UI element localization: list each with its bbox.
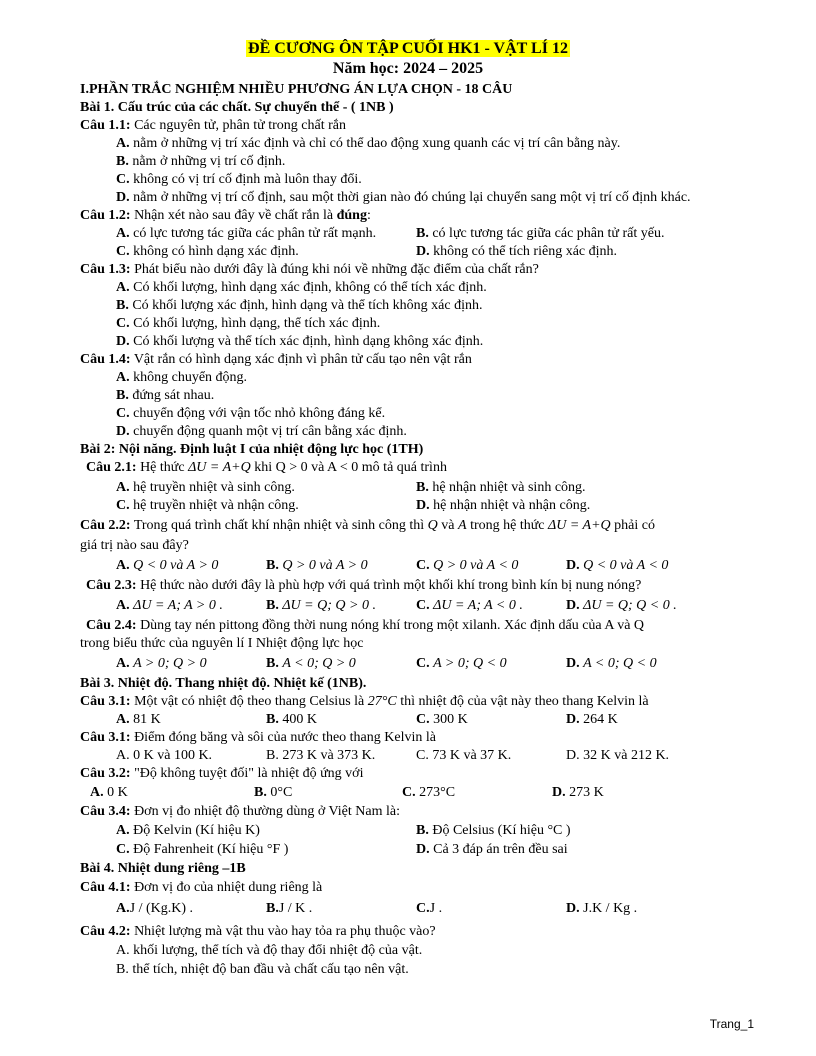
question-2-3-option-a: A. ΔU = A; A > 0 . (116, 598, 223, 613)
section-heading: I.PHẦN TRẮC NGHIỆM NHIỀU PHƯƠNG ÁN LỰA CHỌN - 18 CÂU (80, 82, 513, 97)
question-2-1-option-a: A. hệ truyền nhiệt và sinh công. (116, 480, 295, 495)
question-1-2-option-a: A. có lực tương tác giữa các phân tử rất mạnh. (116, 226, 377, 241)
lesson-heading-3: Bài 3. Nhiệt độ. Thang nhiệt độ. Nhiệt kế (1NB). (80, 676, 367, 691)
question-1-1-option-d: D. nằm ở những vị trí cố định, sau một thời gian nào đó chúng lại chuyển sang một vị trí cố định khác. (116, 190, 691, 205)
question-3-4-option-d: D. Cả 3 đáp án trên đều sai (416, 842, 568, 857)
question-2-4-option-a: A. A > 0; Q > 0 (116, 656, 207, 671)
question-1-4-option-b: B. đứng sát nhau. (116, 388, 215, 403)
question-3-4-option-c: C. Độ Fahrenheit (Kí hiệu °F ) (116, 842, 289, 857)
lesson-heading-1: Bài 1. Cấu trúc của các chất. Sự chuyển thể - ( 1NB ) (80, 100, 394, 115)
question-2-4-continuation: trong biểu thức của nguyên lí I Nhiệt động lực học (80, 636, 364, 651)
question-2-4-option-c: C. A > 0; Q < 0 (416, 656, 507, 671)
question-3-2-option-c: C. 273°C (402, 785, 456, 800)
question-2-2-option-b: B. Q > 0 và A > 0 (266, 558, 368, 573)
question-2-3-option-b: B. ΔU = Q; Q > 0 . (266, 598, 376, 613)
question-3-2-option-b: B. 0°C (254, 785, 293, 800)
question-3-4-option-b: B. Độ Celsius (Kí hiệu °C ) (416, 823, 571, 838)
page-number: Trang_1 (709, 1017, 754, 1031)
school-year: Năm học: 2024 – 2025 (332, 60, 484, 77)
question-2-4-option-d: D. A < 0; Q < 0 (566, 656, 657, 671)
question-3-1: Câu 3.1: Một vật có nhiệt độ theo thang Celsius là 27°C thì nhiệt độ của vật này theo thang Kelvin là (80, 694, 649, 709)
question-2-2-option-d: D. Q < 0 và A < 0 (566, 558, 669, 573)
question-2-4: Câu 2.4: Dùng tay nén pittong đồng thời nung nóng khí trong một xilanh. Xác định dấu của A và Q (86, 618, 645, 633)
question-1-4: Câu 1.4: Vật rắn có hình dạng xác định vì phân tử cấu tạo nên vật rắn (80, 352, 472, 367)
question-1-3-option-c: C. Có khối lượng, hình dạng, thể tích xác định. (116, 316, 381, 331)
question-3-2: Câu 3.2: "Độ không tuyệt đối" là nhiệt độ ứng với (80, 766, 364, 781)
question-1-4-option-d: D. chuyển động quanh một vị trí cân bằng xác định. (116, 424, 407, 439)
question-3-1b-option-a: A. 0 K và 100 K. (116, 748, 213, 763)
question-3-1b-option-b: B. 273 K và 373 K. (266, 748, 376, 763)
question-3-1b-option-c: C. 73 K và 37 K. (416, 748, 512, 763)
question-2-4-option-b: B. A < 0; Q > 0 (266, 656, 356, 671)
document-title: ĐỀ CƯƠNG ÔN TẬP CUỐI HK1 - VẬT LÍ 12 (248, 40, 568, 57)
question-4-1-option-d: D. J.K / Kg . (566, 901, 638, 916)
question-2-3-option-d: D. ΔU = Q; Q < 0 . (566, 598, 677, 613)
question-3-2-option-a: A. 0 K (90, 785, 128, 800)
question-3-2-option-d: D. 273 K (552, 785, 604, 800)
question-2-1: Câu 2.1: Hệ thức ΔU = A+Q khi Q > 0 và A < 0 mô tả quá trình (86, 460, 447, 475)
question-3-1b: Câu 3.1: Điểm đóng băng và sôi của nước theo thang Kelvin là (80, 730, 436, 745)
question-2-2-option-a: A. Q < 0 và A > 0 (116, 558, 219, 573)
question-4-2: Câu 4.2: Nhiệt lượng mà vật thu vào hay tỏa ra phụ thuộc vào? (80, 924, 436, 939)
question-2-2: Câu 2.2: Trong quá trình chất khí nhận nhiệt và sinh công thì Q và A trong hệ thức ΔU = A+Q phải có (80, 518, 655, 533)
question-2-3-option-c: C. ΔU = A; A < 0 . (416, 598, 523, 613)
lesson-heading-4: Bài 4. Nhiệt dung riêng –1B (80, 861, 246, 876)
question-1-3-option-a: A. Có khối lượng, hình dạng xác định, không có thể tích xác định. (116, 280, 487, 295)
lesson-heading-2: Bài 2: Nội năng. Định luật I của nhiệt động lực học (1TH) (80, 442, 424, 457)
question-2-2-continuation: giá trị nào sau đây? (80, 538, 189, 553)
question-2-2-option-c: C. Q > 0 và A < 0 (416, 558, 519, 573)
question-4-2-option-a: A. khối lượng, thể tích và độ thay đổi nhiệt độ của vật. (116, 943, 423, 958)
question-2-1-option-b: B. hệ nhận nhiệt và sinh công. (416, 480, 586, 495)
question-3-4-option-a: A. Độ Kelvin (Kí hiệu K) (116, 823, 260, 838)
question-1-3-option-d: D. Có khối lượng và thể tích xác định, hình dạng không xác định. (116, 334, 484, 349)
question-3-1-option-c: C. 300 K (416, 712, 468, 727)
question-4-1-option-c: C.J . (416, 901, 443, 916)
question-4-1: Câu 4.1: Đơn vị đo của nhiệt dung riêng là (80, 880, 323, 895)
question-3-4: Câu 3.4: Đơn vị đo nhiệt độ thường dùng ở Việt Nam là: (80, 804, 400, 819)
question-3-1-option-d: D. 264 K (566, 712, 618, 727)
question-1-1-option-a: A. nằm ở những vị trí xác định và chỉ có thể dao động xung quanh các vị trí cân bằng này. (116, 136, 621, 151)
question-1-2-option-b: B. có lực tương tác giữa các phân tử rất yếu. (416, 226, 665, 241)
question-1-1-option-c: C. không có vị trí cố định mà luôn thay đổi. (116, 172, 362, 187)
question-1-3-option-b: B. Có khối lượng xác định, hình dạng và thể tích không xác định. (116, 298, 483, 313)
question-4-1-option-a: A.J / (Kg.K) . (116, 901, 194, 916)
question-2-1-option-c: C. hệ truyền nhiệt và nhận công. (116, 498, 299, 513)
question-1-2-option-d: D. không có thể tích riêng xác định. (416, 244, 618, 259)
question-3-1-option-b: B. 400 K (266, 712, 317, 727)
question-3-1-option-a: A. 81 K (116, 712, 161, 727)
question-1-3: Câu 1.3: Phát biểu nào dưới đây là đúng khi nói về những đặc điểm của chất rắn? (80, 262, 539, 277)
question-4-1-option-b: B.J / K . (266, 901, 313, 916)
question-1-2-option-c: C. không có hình dạng xác định. (116, 244, 299, 259)
question-1-2: Câu 1.2: Nhận xét nào sau đây về chất rắn là đúng: (80, 208, 371, 223)
question-2-3: Câu 2.3: Hệ thức nào dưới đây là phù hợp với quá trình một khối khí trong bình kín bị nung nóng? (86, 578, 642, 593)
question-1-4-option-a: A. không chuyển động. (116, 370, 248, 385)
question-1-1-option-b: B. nằm ở những vị trí cố định. (116, 154, 286, 169)
question-1-1: Câu 1.1: Các nguyên tử, phân tử trong chất rắn (80, 118, 346, 133)
question-1-4-option-c: C. chuyển động với vận tốc nhỏ không đáng kể. (116, 406, 386, 421)
question-2-1-option-d: D. hệ nhận nhiệt và nhận công. (416, 498, 591, 513)
question-3-1b-option-d: D. 32 K và 212 K. (566, 748, 670, 763)
question-4-2-option-b: B. thể tích, nhiệt độ ban đầu và chất cấu tạo nên vật. (116, 962, 409, 977)
